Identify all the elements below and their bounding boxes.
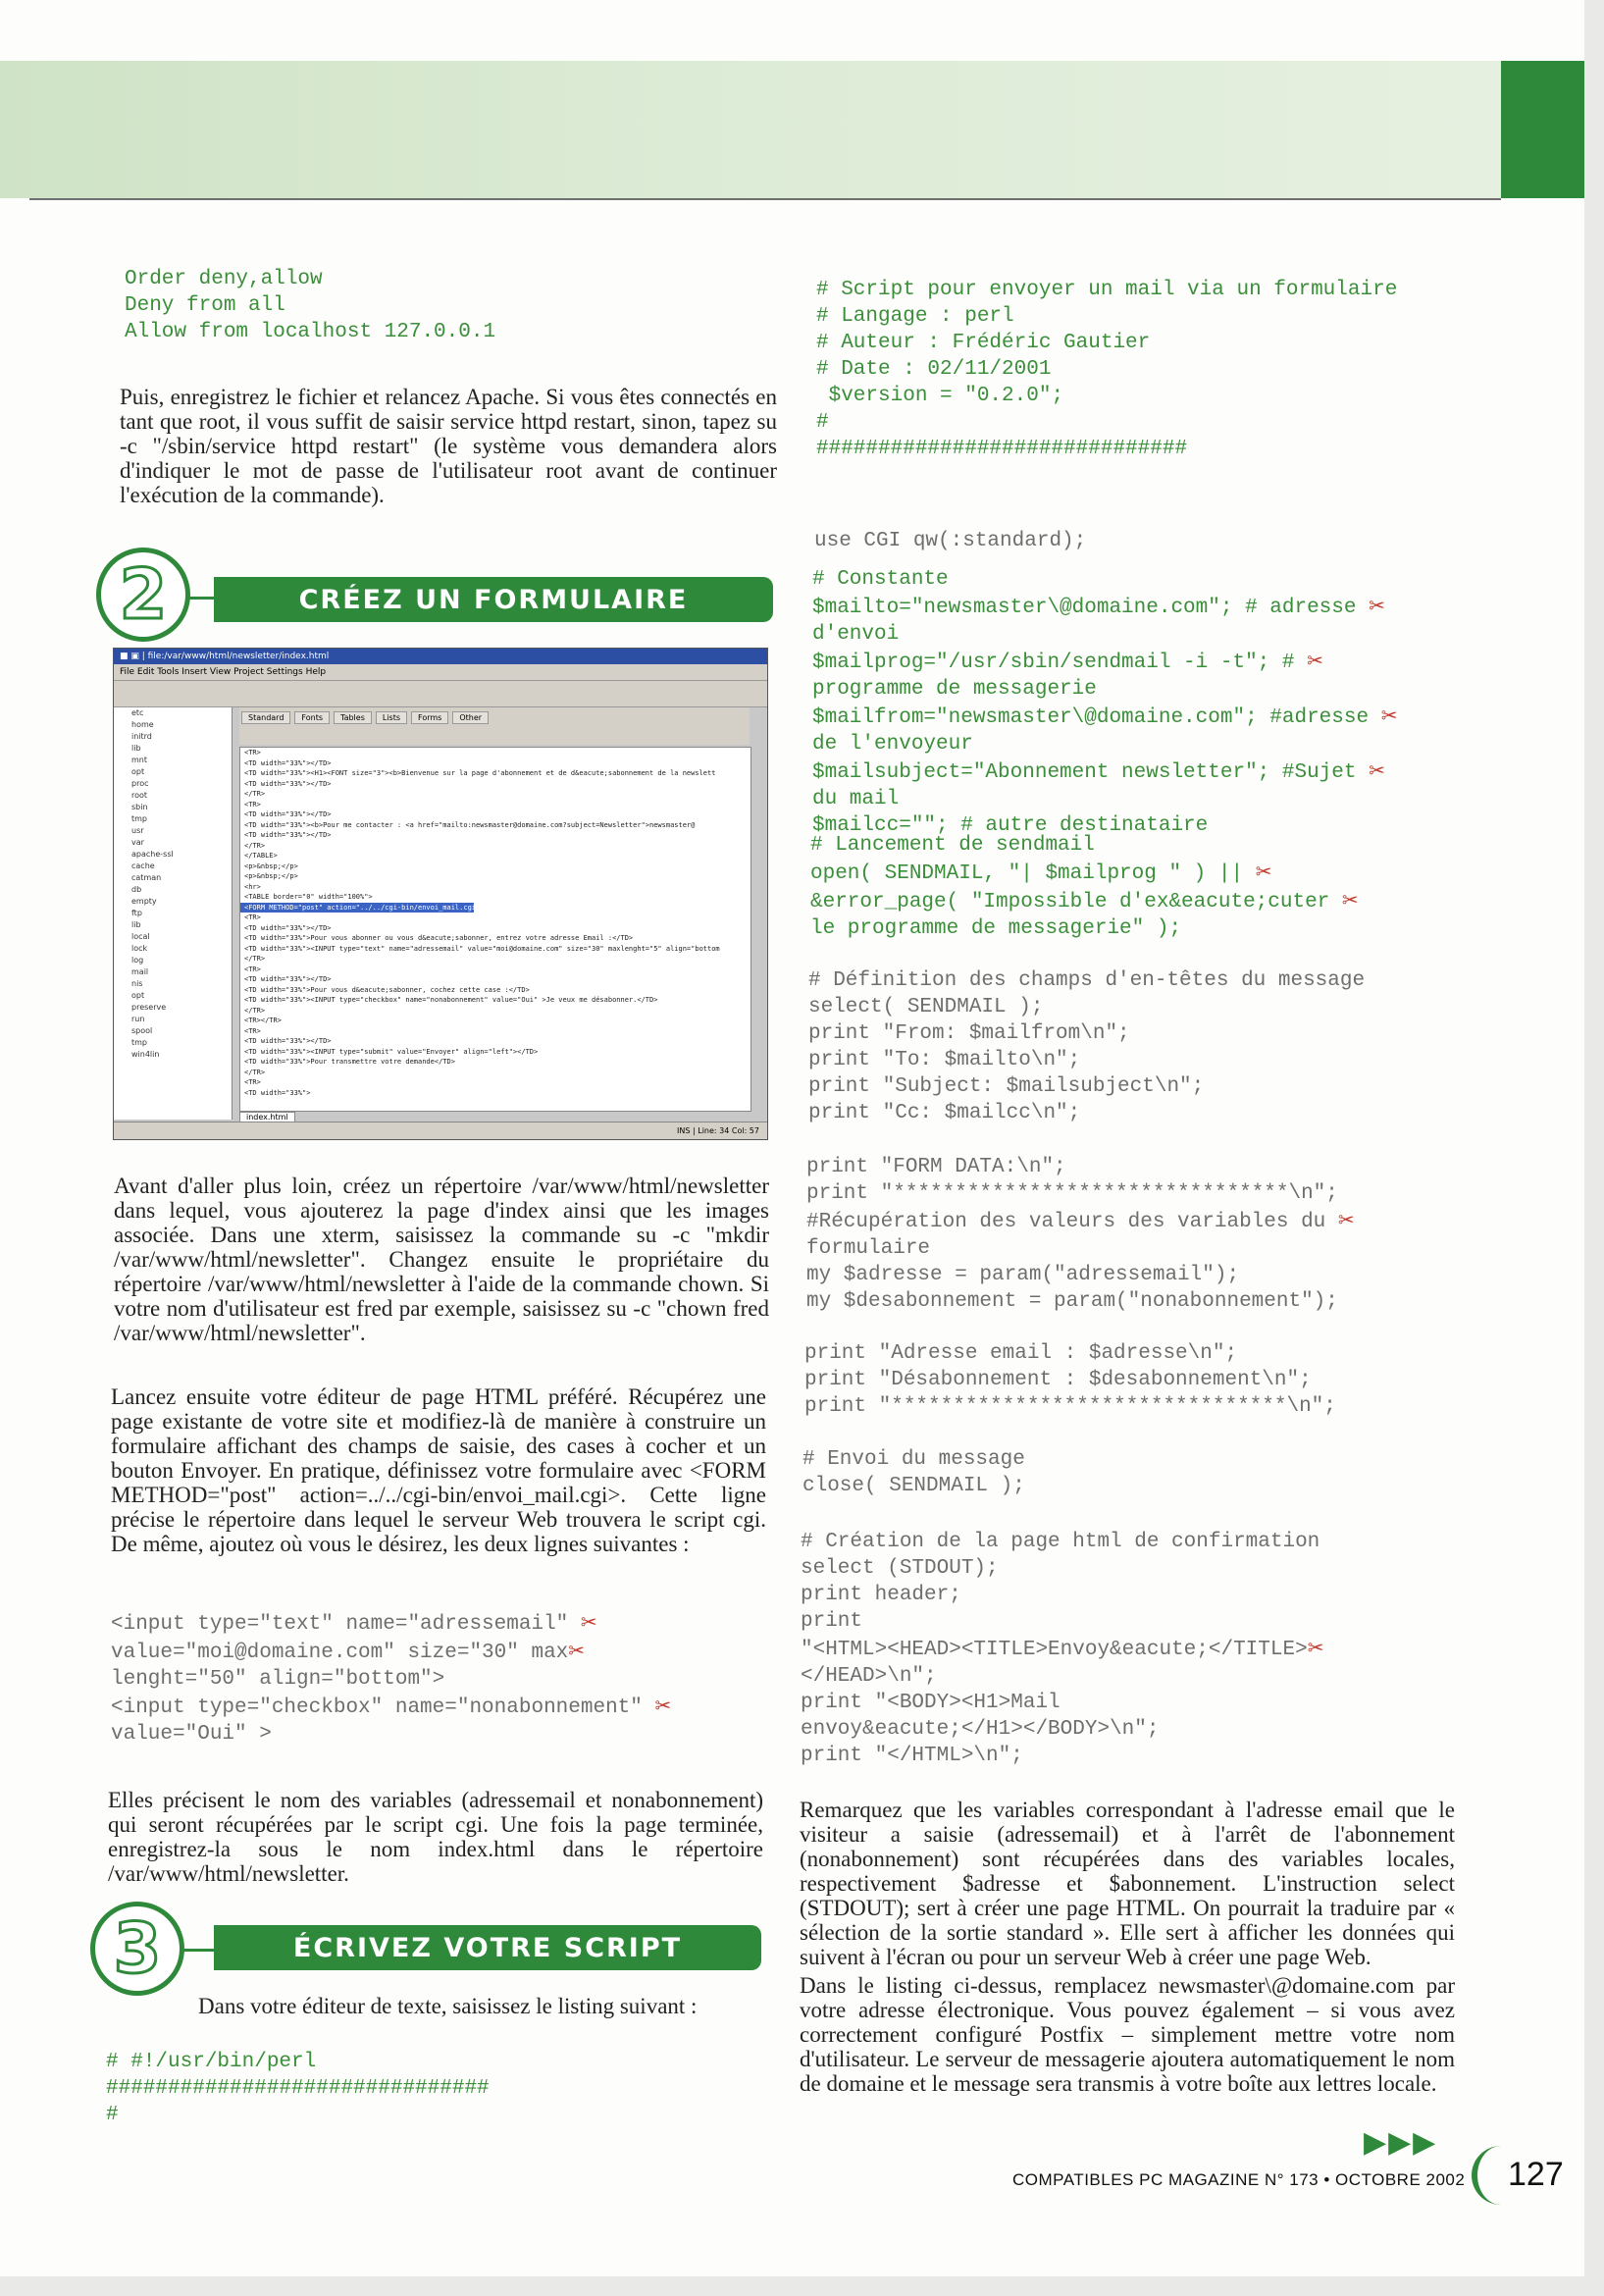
editor-tab: Lists bbox=[376, 711, 407, 724]
scissors-icon: ✂ bbox=[1369, 594, 1385, 617]
code-line: $version = "0.2.0"; bbox=[816, 385, 1064, 407]
code-line: &error_page( "Impossible d'ex&eacute;cuter bbox=[810, 891, 1342, 913]
tree-item: var bbox=[131, 838, 144, 847]
step3-number: 3 bbox=[113, 1908, 162, 1989]
code-line: # Définition des champs d'en-têtes du message bbox=[808, 969, 1366, 992]
code-const bbox=[812, 540, 1397, 839]
code-line: le programme de messagerie" ); bbox=[810, 917, 1182, 940]
source-line: <TD width="33%">Pour vous abonner ou vous d&eacute;sabonner, entrez votre adresse Email :</TD> bbox=[244, 934, 634, 942]
paragraph-mkdir: Avant d'aller plus loin, créez un répertoire /var/www/html/newsletter dans lequel, vous ajouterez la page d'index ainsi que les images associée. Dans une xterm, saisissez la commande su -c "mkdir /var/www/html/newsletter". Changez ensuite le propriétaire du répertoire /var/www/html/newsletter à l'aide de la commande chown. Si votre nom d'utilisateur est fred par exemple, saisissez su -c "chown fred /var/www/html/newsletter". bbox=[114, 1174, 769, 1345]
tree-item: db bbox=[131, 885, 142, 894]
code-line: close( SENDMAIL ); bbox=[802, 1475, 1025, 1497]
code-line: <input type="text" name="adressemail" bbox=[111, 1613, 581, 1636]
window-menubar: File Edit Tools Insert View Project Settings Help bbox=[114, 664, 767, 681]
tree-item: cache bbox=[131, 861, 155, 870]
code-line: open( SENDMAIL, "| $mailprog " ) || bbox=[810, 862, 1256, 885]
code-line: # bbox=[106, 2104, 119, 2126]
step3-connector bbox=[181, 1949, 216, 1952]
status-bar: INS | Line: 34 Col: 57 bbox=[114, 1122, 767, 1139]
source-line: <TABLE border="0" width="100%"> bbox=[244, 893, 373, 901]
editor-tab: Forms bbox=[411, 711, 448, 724]
source-line: <TR> bbox=[244, 1026, 261, 1035]
step2-number: 2 bbox=[119, 554, 168, 635]
paragraph-remplacez: Dans le listing ci-dessus, remplacez newsmaster\@domaine.com par votre adresse électronique. Vous pouvez également – si vous avez correctement configuré Postfix – simplement mettre votre nom d'utilisateur. Le serveur de messagerie ajoutera automatiquement le nom de domaine et le message sera transmis à votre boîte aux lettres locale. bbox=[800, 1973, 1455, 2096]
tree-item: tmp bbox=[131, 814, 148, 823]
header-rule bbox=[29, 198, 1501, 200]
source-line: <TR> bbox=[244, 965, 261, 973]
code-line: print "Subject: $mailsubject\n"; bbox=[808, 1075, 1205, 1098]
source-line: <TD width="33%"></TD> bbox=[244, 779, 332, 788]
code-headers bbox=[808, 967, 1365, 1126]
code-line: </HEAD>\n"; bbox=[801, 1665, 937, 1688]
code-line: lenght="50" align="bottom"> bbox=[111, 1668, 445, 1691]
code-line: "<HTML><HEAD><TITLE>Envoy&eacute;</TITLE> bbox=[801, 1639, 1308, 1661]
tree-item: apache-ssl bbox=[131, 850, 174, 859]
code-line: envoy&eacute;</H1></BODY>\n"; bbox=[801, 1718, 1160, 1741]
code-line: print "Désabonnement : $desabonnement\n"; bbox=[804, 1369, 1312, 1391]
code-line: my $adresse = param("adressemail"); bbox=[806, 1264, 1240, 1286]
file-tab: index.html bbox=[239, 1112, 295, 1122]
source-line: <TR> bbox=[244, 749, 261, 757]
code-line: value="moi@domaine.com" size="30" max bbox=[111, 1642, 569, 1664]
tree-item: nis bbox=[131, 979, 143, 988]
window-titlebar: ■ ▣ | file:/var/www/html/newsletter/index.html bbox=[114, 649, 767, 664]
code-print bbox=[804, 1340, 1336, 1420]
code-line: de l'envoyeur bbox=[812, 733, 973, 756]
source-line: <TR> bbox=[244, 1078, 261, 1086]
step2-title: CRÉEZ UN FORMULAIRE bbox=[214, 577, 773, 622]
tree-item: run bbox=[131, 1015, 145, 1023]
scissors-icon: ✂ bbox=[1307, 1636, 1324, 1659]
tree-item: root bbox=[131, 791, 148, 800]
source-line: <TD width="33%">Pour vous d&eacute;sabonner, cochez cette case :</TD> bbox=[244, 985, 530, 994]
editor-tab: Tables bbox=[334, 711, 372, 724]
code-line: $mailfrom="newsmaster\@domaine.com"; #adresse bbox=[812, 706, 1381, 729]
code-line: $mailprog="/usr/sbin/sendmail -i -t"; # bbox=[812, 652, 1308, 674]
source-line: </TR> bbox=[244, 790, 266, 798]
code-form bbox=[806, 1154, 1355, 1315]
directory-tree bbox=[114, 707, 233, 1120]
code-line: print "********************************\n"; bbox=[806, 1182, 1338, 1205]
code-send bbox=[802, 1446, 1025, 1499]
source-line: <TD width="33%"></TD> bbox=[244, 975, 332, 983]
paragraph-editor: Lancez ensuite votre éditeur de page HTML préféré. Récupérez une page existante de votre site et modifiez-là de manière à construire un formulaire affichant des champs de saisie, des cases à cocher et un bouton Envoyer. En pratique, définissez votre formulaire avec <FORM METHOD="post" action=../../cgi-bin/envoi_mail.cgi>. Cette ligne précise le répertoire dans lequel le serveur Web trouvera le script cgi. De même, ajoutez où vous le désirez, les deux lignes suivantes : bbox=[111, 1384, 766, 1556]
code-start bbox=[106, 2049, 490, 2128]
paragraph-listing: Dans votre éditeur de texte, saisissez le listing suivant : bbox=[198, 1994, 698, 2018]
tree-item: empty bbox=[131, 897, 157, 906]
code-line: print "</HTML>\n"; bbox=[801, 1745, 1023, 1767]
html-source-editor bbox=[239, 747, 751, 1112]
code-line: $mailsubject="Abonnement newsletter"; #Sujet bbox=[812, 761, 1370, 784]
source-line: <TD width="33%"> bbox=[244, 1088, 311, 1097]
footer-magazine: COMPATIBLES PC MAGAZINE N° 173 • OCTOBRE 2002 bbox=[1012, 2170, 1466, 2189]
code-line: Order deny,allow bbox=[125, 268, 323, 290]
code-line: # Langage : perl bbox=[816, 305, 1014, 328]
source-line: <TD width="33%"><INPUT type="checkbox" name="nonabonnement" value="Oui" >Je veux me désabonner.</TD> bbox=[244, 996, 658, 1004]
code-line: $mailcc=""; # autre destinataire bbox=[812, 814, 1209, 837]
tree-item: sbin bbox=[131, 803, 148, 811]
tree-item: spool bbox=[131, 1026, 153, 1035]
tree-item: lock bbox=[131, 944, 148, 953]
tree-item: win4lin bbox=[131, 1050, 160, 1059]
code-line: print "Cc: $mailcc\n"; bbox=[808, 1102, 1081, 1124]
intro-paragraph: Puis, enregistrez le fichier et relancez Apache. Si vous êtes connectés en tant que root, il vous suffit de saisir service httpd restart, sinon, tapez su -c "/sbin/service httpd restart" (le système vous demandera alors d'indiquer le mot de passe de l'utilisateur root avant de continuer l'exécution de la commande). bbox=[120, 385, 777, 507]
code-line: print "FORM DATA:\n"; bbox=[806, 1156, 1066, 1178]
source-line: <TD width="33%"></TD> bbox=[244, 1037, 332, 1045]
scissors-icon: ✂ bbox=[1380, 704, 1398, 727]
scissors-icon: ✂ bbox=[1369, 758, 1385, 782]
code-line: programme de messagerie bbox=[812, 678, 1097, 701]
tree-item: opt bbox=[131, 991, 145, 1000]
editor-tab: Fonts bbox=[294, 711, 330, 724]
source-line: </TR> bbox=[244, 1006, 266, 1015]
code-line: select (STDOUT); bbox=[801, 1557, 999, 1580]
code-header bbox=[816, 277, 1397, 462]
code-launch bbox=[810, 832, 1359, 942]
source-line: <TR> bbox=[244, 800, 261, 809]
code-line: value="Oui" > bbox=[111, 1723, 272, 1746]
source-line: <TD width="33%"></TD> bbox=[244, 923, 332, 932]
code-line: print header; bbox=[801, 1584, 961, 1606]
code-line: print "From: $mailfrom\n"; bbox=[808, 1022, 1130, 1045]
source-line: <p>&nbsp;</p> bbox=[244, 872, 298, 880]
source-line: <TD width="33%"><H1><FONT size="3"><b>Bienvenue sur la page d'abonnement et de d&eacute;sabonnement de la newslett bbox=[244, 769, 716, 777]
tree-item: proc bbox=[131, 779, 149, 788]
code-line: print "To: $mailto\n"; bbox=[808, 1049, 1081, 1071]
scissors-icon: ✂ bbox=[568, 1639, 586, 1662]
source-line: <TD width="33%"><b>Pour me contacter : <a href="mailto:newsmaster@domaine.com?subject=Newsletter">newsmaster@ bbox=[244, 820, 696, 829]
tree-item: catman bbox=[131, 873, 162, 882]
paragraph-variables: Elles précisent le nom des variables (adressemail et nonabonnement) qui seront récupérées par le script cgi. Une fois la page terminée, enregistrez-la sous le nom index.html dans le répertoire /var/www/html/newsletter. bbox=[108, 1788, 763, 1886]
code-apache bbox=[125, 266, 495, 345]
continue-arrows-icon: ▶▶▶ bbox=[1364, 2125, 1438, 2160]
code-line: # Création de la page html de confirmation bbox=[801, 1531, 1320, 1553]
code-line: print "Adresse email : $adresse\n"; bbox=[804, 1342, 1238, 1365]
code-line: formulaire bbox=[806, 1237, 931, 1260]
tree-item: lib bbox=[131, 920, 141, 929]
scissors-icon: ✂ bbox=[1255, 860, 1272, 883]
code-line: <input type="checkbox" name="nonabonnement" bbox=[111, 1696, 655, 1719]
code-line: ############################### bbox=[106, 2077, 490, 2100]
source-line: <TD width="33%"></TD> bbox=[244, 831, 332, 839]
editor-tab: Standard bbox=[241, 711, 290, 724]
source-line: <p>&nbsp;</p> bbox=[244, 861, 298, 870]
tree-item: local bbox=[131, 932, 150, 941]
step3-title: ÉCRIVEZ VOTRE SCRIPT bbox=[214, 1925, 761, 1970]
code-confirm bbox=[801, 1529, 1323, 1769]
source-line: <TD width="33%"></TD> bbox=[244, 810, 332, 818]
editor-screenshot bbox=[113, 648, 768, 1140]
tree-item: etc bbox=[131, 708, 144, 717]
code-line: Deny from all bbox=[125, 294, 285, 317]
tree-item: usr bbox=[131, 826, 144, 835]
code-line: # Constante bbox=[812, 568, 949, 591]
tree-item: log bbox=[131, 956, 144, 965]
code-line: my $desabonnement = param("nonabonnement"); bbox=[806, 1290, 1338, 1313]
code-line: use CGI qw(:standard); bbox=[814, 530, 1087, 552]
code-line: $mailto="newsmaster\@domaine.com"; # adresse bbox=[812, 597, 1370, 619]
page-number: 127 bbox=[1508, 2156, 1564, 2193]
code-line: # #!/usr/bin/perl bbox=[106, 2051, 317, 2073]
source-line: <TD width="33%"><INPUT type="text" name="adressemail" value="moi@domaine.com" size="30" maxlenght="5" align="bottom bbox=[244, 944, 720, 953]
step2-badge bbox=[96, 548, 190, 642]
scissors-icon: ✂ bbox=[1337, 1208, 1355, 1231]
page-bracket-icon bbox=[1472, 2146, 1507, 2205]
step3-badge bbox=[90, 1902, 184, 1996]
tree-item: mail bbox=[131, 967, 149, 976]
tree-item: ftp bbox=[131, 909, 142, 917]
code-line: # Lancement de sendmail bbox=[810, 834, 1095, 857]
source-line: <hr> bbox=[244, 882, 261, 891]
code-line: print "********************************\n"; bbox=[804, 1395, 1336, 1418]
source-line: </TR> bbox=[244, 955, 266, 963]
tree-item: home bbox=[131, 720, 154, 729]
header-band bbox=[0, 61, 1501, 198]
editor-tab: Other bbox=[452, 711, 489, 724]
code-line: print bbox=[801, 1610, 863, 1633]
code-input bbox=[111, 1609, 671, 1748]
scissors-icon: ✂ bbox=[1341, 888, 1359, 912]
tree-item: preserve bbox=[131, 1003, 167, 1012]
code-line: du mail bbox=[812, 788, 900, 810]
code-line: d'envoi bbox=[812, 623, 900, 646]
code-line: print "<BODY><H1>Mail bbox=[801, 1692, 1061, 1714]
paragraph-remarque: Remarquez que les variables correspondant à l'adresse email que le visiteur a saisie (adressemail) et à l'arrêt de l'abonnement (nonabonnement) sont récupérées dans des variables locales, respectivement $adresse et $abonnement. L'instruction select (STDOUT); sert à créer une page HTML. On pourrait la traduire par « sélection de la sortie standard ». Elle sert à afficher les données qui suivent à l'écran ou pour un serveur Web à créer une page Web. bbox=[800, 1798, 1455, 1969]
scissors-icon: ✂ bbox=[654, 1694, 672, 1717]
source-line: <TD width="33%"></TD> bbox=[244, 758, 332, 767]
editor-tabs bbox=[239, 707, 750, 745]
source-line: <TR> bbox=[244, 913, 261, 921]
source-line: <TD width="33%"><INPUT type="submit" value="Envoyer" align="left"></TD> bbox=[244, 1047, 539, 1056]
code-line: Allow from localhost 127.0.0.1 bbox=[125, 321, 496, 343]
scissors-icon: ✂ bbox=[1307, 649, 1323, 672]
header-band-accent bbox=[1501, 61, 1584, 198]
code-line: ############################## bbox=[816, 438, 1188, 460]
code-line: # bbox=[816, 411, 829, 434]
step2-connector bbox=[186, 597, 216, 600]
tree-item: initrd bbox=[131, 732, 152, 741]
scissors-icon: ✂ bbox=[580, 1610, 597, 1634]
tree-item: opt bbox=[131, 767, 145, 776]
code-line: # Envoi du message bbox=[802, 1448, 1025, 1471]
code-line: #Récupération des valeurs des variables du bbox=[806, 1211, 1338, 1233]
tree-item: mnt bbox=[131, 756, 147, 764]
source-line: </TR> bbox=[244, 841, 266, 850]
tree-item: tmp bbox=[131, 1038, 148, 1047]
code-line: # Auteur : Frédéric Gautier bbox=[816, 332, 1151, 354]
window-toolbar bbox=[114, 681, 767, 707]
source-line: </TR> bbox=[244, 1068, 266, 1076]
code-line: # Date : 02/11/2001 bbox=[816, 358, 1052, 381]
code-line: # Script pour envoyer un mail via un formulaire bbox=[816, 279, 1398, 301]
source-line: <TR></TR> bbox=[244, 1017, 282, 1024]
source-line: <FORM METHOD="post" action="../../cgi-bin/envoi_mail.cgi"> bbox=[240, 903, 474, 913]
source-line: <TD width="33%">Pour transmettre votre demande</TD> bbox=[244, 1058, 455, 1066]
source-line: </TABLE> bbox=[244, 852, 278, 860]
code-line: select( SENDMAIL ); bbox=[808, 996, 1044, 1018]
tree-item: lib bbox=[131, 744, 141, 753]
